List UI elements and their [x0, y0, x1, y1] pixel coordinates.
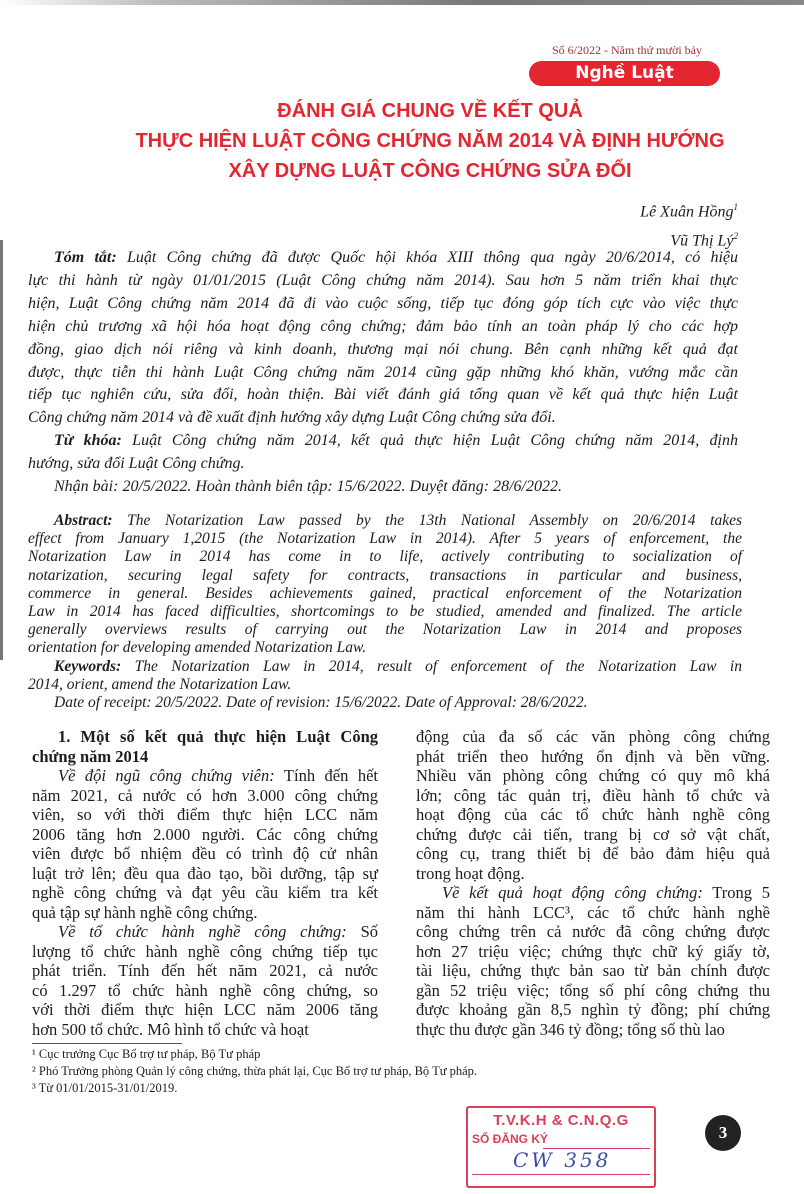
text-line	[32, 786, 378, 806]
line-text: viên được bổ nhiệm đều có trình độ cử nhân	[32, 844, 378, 863]
text-line	[28, 316, 738, 339]
text-line	[416, 747, 770, 767]
line-text: chứng được cải tiến, trang bị cơ sở vật chất,	[416, 824, 770, 844]
text-line	[32, 766, 378, 786]
line-text: Tính đến hết	[274, 766, 378, 785]
text-line	[28, 694, 742, 712]
footnotes	[32, 1046, 477, 1097]
stamp-number: CW 358	[513, 1148, 612, 1172]
paragraph-lead: Keywords:	[54, 657, 122, 675]
text-line	[416, 825, 770, 845]
text-line	[416, 1000, 770, 1020]
line-text: hơn 500 tổ chức. Mô hình tổ chức và hoạt	[32, 1019, 309, 1039]
text-line	[28, 476, 738, 499]
library-stamp	[466, 1106, 656, 1188]
line-text: lực thi hành từ ngày 01/01/2015 (Luật Công chứng năm 2014). Sau hơn 5 năm triển khai thực	[28, 271, 738, 289]
text-line	[28, 293, 738, 316]
paragraph-lead: Về kết quả hoạt động công chứng:	[442, 883, 703, 902]
line-text: được khoảng gần 8,5 nghìn tỷ đồng; phí chứng	[416, 1000, 770, 1019]
footnote-divider	[32, 1043, 182, 1044]
text-line	[28, 270, 738, 293]
text-line	[32, 805, 378, 825]
line-text: lượng tổ chức hành nghề công chứng tiếp tục	[32, 941, 378, 961]
text-line	[28, 548, 742, 566]
line-text: orientation for developing amended Notarization Law.	[28, 639, 367, 657]
authors	[640, 195, 738, 254]
text-line	[32, 981, 378, 1001]
footnote: ² Phó Trưởng phòng Quản lý công chứng, thừa phát lại, Cục Bổ trợ tư pháp, Bộ Tư pháp.	[32, 1064, 478, 1078]
text-line	[28, 639, 742, 657]
line-text: generally overviews results of carrying out the Notarization Law in 2014 and proposes	[28, 621, 742, 639]
text-line	[28, 247, 738, 270]
text-line	[28, 384, 738, 407]
text-line	[416, 961, 770, 981]
line-text: đồng, giao dịch nói riêng và kinh doanh, thương mại nói chung. Bên cạnh những kết quả đạt	[28, 340, 738, 358]
line-text: Trong 5	[702, 883, 770, 902]
line-text: Notarization Law in 2014 has come in to life, actively contributing to socialization of	[28, 548, 742, 566]
text-line	[28, 585, 742, 603]
line-text: trong hoạt động.	[416, 863, 525, 883]
line-text: Date of receipt: 20/5/2022. Date of revision: 15/6/2022. Date of Approval: 28/6/2022.	[54, 694, 588, 712]
line-text: luật trở lên; đều qua đào tạo, bồi dưỡng, tập sự	[32, 863, 378, 883]
abstract-vietnamese	[28, 247, 738, 499]
paragraph-lead: Về tổ chức hành nghề công chứng:	[58, 922, 347, 941]
line-text: hiện chủ trương xã hội hóa hoạt động công chứng; đảm bảo tính an toàn pháp lý cho các hợp	[28, 317, 738, 335]
footnote: ³ Từ 01/01/2015-31/01/2019.	[32, 1081, 178, 1095]
text-line	[28, 430, 738, 453]
author: Vũ Thị $Lý^2$	[670, 231, 738, 250]
line-text: 2006 tăng hơn 2.000 người. Các công chứng	[32, 824, 378, 844]
line-text: effect from January 1,2015 (the Notarization Law in 2014). After 5 years of enforcement, the	[28, 530, 742, 548]
line-text: năm thi hành LCC³, các tổ chức hành nghề	[416, 902, 770, 922]
scan-left-edge	[0, 240, 3, 660]
title-line: THỰC HIỆN LUẬT CÔNG CHỨNG NĂM 2014 VÀ ĐỊNH HƯỚNG	[135, 130, 725, 152]
scan-top-edge	[0, 0, 804, 5]
section-badge: Nghề Luật	[529, 61, 720, 86]
line-text: quả tập sự hành nghề công chứng.	[32, 902, 258, 922]
text-line	[32, 883, 378, 903]
line-text: 2014, orient, amend the Notarization Law.	[28, 675, 292, 693]
text-line	[28, 621, 742, 639]
text-line	[32, 903, 378, 923]
abstract-english	[28, 512, 742, 712]
text-line	[416, 805, 770, 825]
text-line	[416, 727, 770, 747]
text-line	[32, 961, 378, 981]
line-text: phát triển. Tính đến hết năm 2021, cả nước	[32, 961, 378, 980]
text-line	[32, 922, 378, 942]
line-text: Luật Công chứng đã được Quốc hội khóa XIII thông qua ngày 20/6/2014, có hiệu	[116, 249, 739, 266]
text-line	[416, 1020, 770, 1040]
line-text: hơn 27 triệu việc; chứng thực chữ ký giấy tờ,	[416, 941, 770, 961]
line-text: Nhận bài: 20/5/2022. Hoàn thành biên tập: 15/6/2022. Duyệt đăng: 28/6/2022.	[54, 478, 562, 496]
page-number: 3	[705, 1115, 741, 1151]
line-text: hướng, sửa đổi Luật Công chứng.	[28, 455, 245, 473]
text-line	[28, 530, 742, 548]
line-text: viên, so với thời điểm thực hiện LCC năm	[32, 805, 378, 824]
line-text: có 1.297 tổ chức hành nghề công chứng, so	[32, 980, 378, 1000]
stamp-label: SỐ ĐĂNG KÝ	[472, 1132, 549, 1146]
body-column-right	[416, 727, 770, 1039]
author: Lê Xuân Hồng$^1$	[640, 202, 738, 221]
line-text: commerce in general. Besides achievements gained, practical enforcement of the Notarization	[28, 584, 742, 602]
line-text: The Notarization Law in 2014, result of enforcement of the Notarization Law in	[121, 657, 742, 675]
text-line	[28, 453, 738, 476]
paragraph-lead: Từ khóa:	[54, 432, 122, 450]
line-text: Nhiều văn phòng công chứng có quy mô khá	[416, 766, 770, 785]
line-text: Law in 2014 has faced difficulties, shortcomings to be studied, amended and finalized. The article	[28, 603, 742, 621]
line-text: phát triển theo hướng ổn định và bền vững.	[416, 746, 770, 766]
line-text: động của đa số các văn phòng công chứng	[416, 727, 770, 746]
line-text: Luật Công chứng năm 2014, kết quả thực hiện Luật Công chứng năm 2014, định	[121, 432, 738, 450]
line-text: lớn; công tác quản trị, điều hành tổ chức và	[416, 785, 770, 805]
line-text: Công chứng năm 2014 và đề xuất định hướng xây dựng Luật Công chứng sửa đổi.	[28, 409, 556, 427]
text-line	[416, 786, 770, 806]
text-line	[28, 512, 742, 530]
line-text: 1. Một số kết quả thực hiện Luật Công	[58, 727, 378, 746]
line-text: hoạt động của các tổ chức hành nghề công	[416, 805, 770, 824]
text-line	[32, 1000, 378, 1020]
line-text: được, thực tiễn thi hành Luật Công chứng năm 2014 cũng gặp những khó khăn, vướng mắc cần	[28, 363, 738, 381]
line-text: tài liệu, chứng thực bản sao từ bản chính được	[416, 961, 770, 980]
text-line	[416, 864, 770, 884]
line-text: năm 2021, cả nước có hơn 3.000 công chứng	[32, 785, 378, 805]
line-text: Số	[346, 922, 378, 941]
article-title	[60, 96, 800, 186]
text-line	[32, 1020, 378, 1040]
text-line	[32, 864, 378, 884]
line-text: công chứng trên cả nước đã công chứng được	[416, 922, 770, 941]
line-text: tiếp tục nghiên cứu, sửa đổi, hoàn thiện. Bài viết đánh giá tổng quan về kết quả thực hiện Luật	[28, 386, 738, 404]
footnote: ¹ Cục trưởng Cục Bổ trợ tư pháp, Bộ Tư pháp	[32, 1047, 261, 1061]
text-line	[416, 883, 770, 903]
paragraph-lead: Tóm tắt:	[54, 249, 117, 266]
line-text: notarization, securing legal safety for contracts, transactions in particular and business,	[28, 566, 742, 584]
text-line	[28, 362, 738, 385]
text-line	[416, 844, 770, 864]
line-text: hiện, Luật Công chứng năm 2014 đã đi vào cuộc sống, tiếp tục đóng góp tích cực vào việc thực	[28, 294, 738, 312]
line-text: chứng năm 2014	[32, 746, 149, 766]
title-line: ĐÁNH GIÁ CHUNG VỀ KẾT QUẢ	[277, 100, 583, 122]
line-text: thực thu được gần 346 tỷ đồng; tổng số thù lao	[416, 1019, 725, 1039]
paragraph-lead: Abstract:	[54, 512, 113, 529]
text-line	[32, 942, 378, 962]
paragraph-lead: Về đội ngũ công chứng viên:	[58, 766, 275, 785]
line-text: với thời điểm thực hiện LCC năm 2006 tăng	[32, 1000, 378, 1019]
title-line: XÂY DỰNG LUẬT CÔNG CHỨNG SỬA ĐỔI	[228, 160, 632, 182]
text-line	[28, 339, 738, 362]
line-text: gần 52 triệu việc; tổng số phí công chứng thu	[416, 980, 770, 1000]
text-line	[28, 658, 742, 676]
section-heading-line	[32, 747, 378, 767]
text-line	[416, 981, 770, 1001]
text-line	[416, 942, 770, 962]
issue-info: Số 6/2022 - Năm thứ mười bảy	[552, 43, 703, 57]
line-text: công cụ, trang thiết bị để bảo đảm hiệu quả	[416, 844, 770, 863]
text-line	[28, 603, 742, 621]
text-line	[416, 766, 770, 786]
text-line	[32, 844, 378, 864]
stamp-org: T.V.K.H & C.N.Q.G	[493, 1112, 629, 1129]
text-line	[28, 567, 742, 585]
text-line	[416, 903, 770, 923]
text-line	[416, 922, 770, 942]
text-line	[28, 676, 742, 694]
text-line	[28, 407, 738, 430]
section-heading-line	[32, 727, 378, 747]
body-column-left	[32, 727, 378, 1039]
line-text: nghề công chứng và đạt yêu cầu kiểm tra kết	[32, 883, 378, 902]
line-text: The Notarization Law passed by the 13th National Assembly on 20/6/2014 takes	[112, 512, 742, 529]
text-line	[32, 825, 378, 845]
